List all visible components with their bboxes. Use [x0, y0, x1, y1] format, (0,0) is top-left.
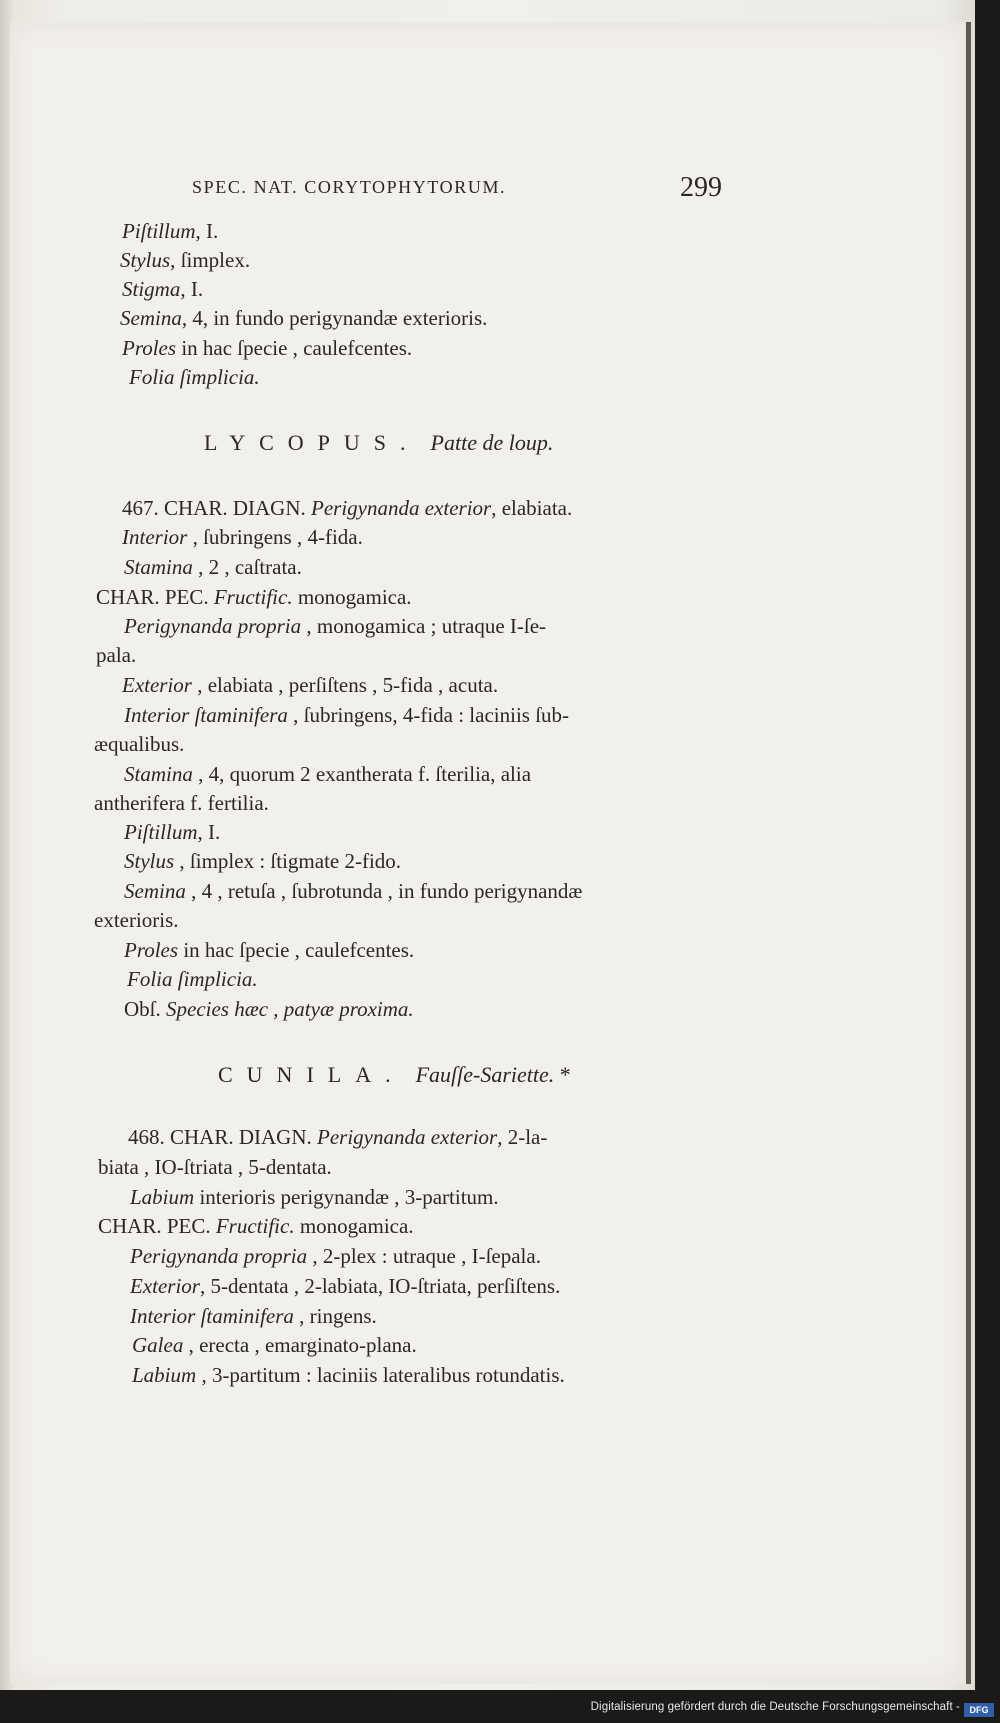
- entry-line: Proles in hac ſpecie , caulefcentes.: [124, 938, 415, 962]
- entry-line: 467. CHAR. DIAGN. Perigynanda exterior, elabiata.: [122, 496, 573, 520]
- entry-line: Exterior , elabiata , perſiſtens , 5-fida , acuta.: [122, 673, 499, 697]
- entry-line: CHAR. PEC. Fructific. monogamica.: [96, 585, 412, 609]
- entry-line: Stamina , 4, quorum 2 exantherata f. ſterilia, alia: [124, 762, 532, 786]
- entry-line: pala.: [96, 643, 137, 667]
- genus-heading-lycopus: LYCOPUS. Patte de loup.: [204, 430, 554, 455]
- entry-line: Labium interioris perigynandæ , 3-partitum.: [130, 1185, 499, 1209]
- entry-line: Perigynanda propria , 2-plex : utraque , I-ſepala.: [130, 1244, 541, 1268]
- entry-line: Interior ſtaminifera , ſubringens, 4-fida : laciniis ſub-: [124, 703, 570, 727]
- running-header: SPEC. NAT. CORYTOPHYTORUM.: [192, 177, 507, 197]
- page-edge-border: [966, 22, 971, 1684]
- entry-line: Piſtillum, I.: [124, 820, 221, 844]
- entry-line: Perigynanda propria , monogamica ; utraque I-ſe-: [124, 614, 547, 638]
- entry-line: 468. CHAR. DIAGN. Perigynanda exterior, 2-la-: [128, 1125, 548, 1149]
- entry-line: Galea , erecta , emarginato-plana.: [132, 1333, 417, 1357]
- entry-line: Stylus , ſimplex : ſtigmate 2-fido.: [124, 849, 402, 873]
- entry-line: Semina, 4, in fundo perigynandæ exterioris.: [120, 306, 488, 330]
- entry-line: Semina , 4 , retuſa , ſubrotunda , in fundo perigynandæ: [124, 879, 583, 903]
- digitization-credit: Digitalisierung gefördert durch die Deutsche Forschungsgemeinschaft -: [590, 1701, 960, 1713]
- entry-line: Proles in hac ſpecie , caulefcentes.: [122, 336, 413, 360]
- entry-line: Interior ſtaminifera , ringens.: [130, 1304, 377, 1328]
- entry-line: Stigma, I.: [122, 277, 204, 301]
- entry-line: Stamina , 2 , caſtrata.: [124, 555, 302, 579]
- entry-line: CHAR. PEC. Fructific. monogamica.: [98, 1214, 414, 1238]
- entry-line: æqualibus.: [94, 732, 185, 756]
- entry-line: Obſ. Species hæc , patyæ proxima.: [124, 997, 414, 1021]
- genus-heading-cunila: CUNILA. Fauſſe-Sariette. *: [218, 1062, 571, 1087]
- entry-line: exterioris.: [94, 908, 179, 932]
- entry-line: Stylus, ſimplex.: [120, 248, 251, 272]
- dfg-logo: DFG: [964, 1703, 994, 1717]
- entry-line: Interior , ſubringens , 4-fida.: [122, 525, 363, 549]
- entry-line: Exterior, 5-dentata , 2-labiata, IO-ſtriata, perſiſtens.: [130, 1274, 561, 1298]
- entry-line: Folia ſimplicia.: [127, 967, 258, 991]
- entry-line: Labium , 3-partitum : laciniis lateralibus rotundatis.: [132, 1363, 565, 1387]
- entry-line: biata , IO-ſtriata , 5-dentata.: [98, 1155, 332, 1179]
- entry-line: Piſtillum, I.: [122, 219, 219, 243]
- entry-line: antherifera f. fertilia.: [94, 791, 269, 815]
- entry-line: Folia ſimplicia.: [129, 365, 260, 389]
- page-number: 299: [680, 172, 722, 203]
